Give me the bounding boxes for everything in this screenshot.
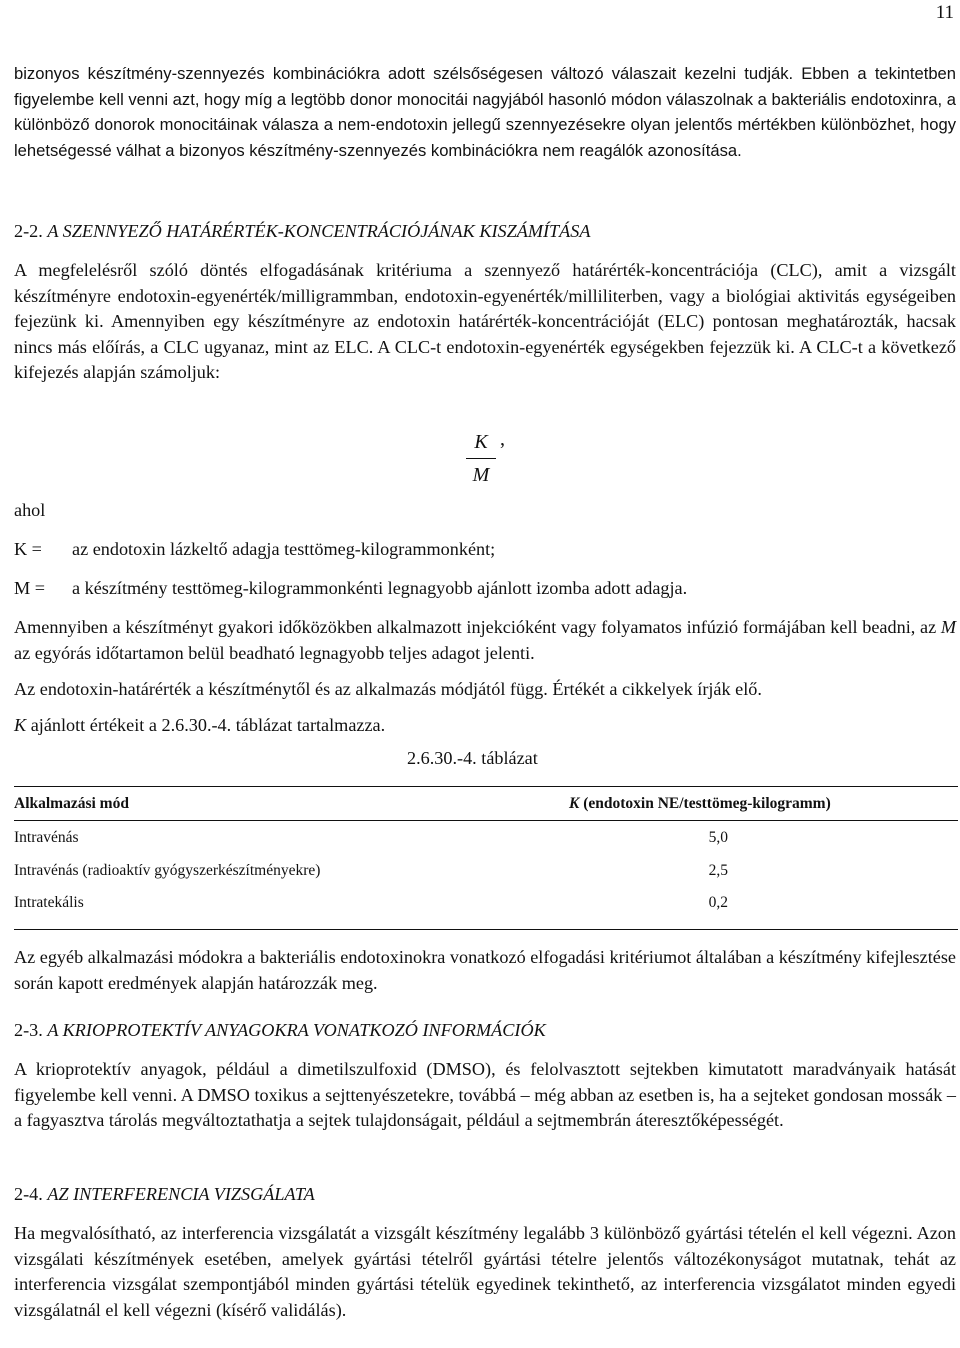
table-row-value: 5,0: [708, 829, 728, 846]
clc-paragraph: A megfelelésről szóló döntés elfogadásának kritériuma a szennyező határérték-koncentrációja (CLC), amit a vizsgált készítményre endotoxin-egyenérték/milligrammban, endotoxin-egyenérték/milliliterben, vagy a biológiai aktivitás egységeiben fejezünk ki. Amennyiben egy készítményre az endotoxin határérték-koncentrációját (ELC) pontosan meghatározták, hacsak nincs más előírás, a CLC ugyanaz, mint az ELC. A CLC-t endotoxin-egyenérték egységekben fejezzük ki. A CLC-t a következő kifejezés alapján számoljuk:: [14, 260, 956, 382]
definition-k-key: K =: [14, 539, 42, 559]
table-row-value: 0,2: [708, 894, 728, 911]
k-values-paragraph: [14, 713, 956, 739]
table-header-k: [569, 795, 831, 813]
section-2-2-heading: [14, 221, 590, 242]
frequent-dosing-m: M: [940, 617, 956, 637]
formula-comma: ,: [500, 428, 505, 450]
definition-m: [14, 578, 687, 599]
definition-m-key: M =: [14, 578, 45, 598]
frequent-dosing-paragraph: [14, 615, 956, 666]
table-top-rule: [14, 786, 958, 787]
table-header-k-unit: (endotoxin NE/testtömeg-kilogramm): [579, 795, 831, 812]
fraction-bar: [466, 458, 496, 459]
table-bottom-rule: [14, 929, 958, 930]
table-row-mode: Intravénás (radioaktív gyógyszerkészítményekre): [14, 862, 321, 879]
section-2-3-title: A KRIOPROTEKTÍV ANYAGOKRA VONATKOZÓ INFORMÁCIÓK: [47, 1020, 546, 1040]
section-2-4-title: AZ INTERFERENCIA VIZSGÁLATA: [47, 1184, 315, 1204]
frequent-dosing-text-a: Amennyiben a készítményt gyakori időközökben alkalmazott injekcióként vagy folyamatos infúzió formájában kell beadni, az: [14, 617, 941, 637]
formula-k-over-m: [466, 428, 496, 489]
table-row-mode: Intravénás: [14, 829, 79, 846]
formula-numerator: K: [474, 431, 488, 453]
table-row-mode: Intratekális: [14, 894, 84, 911]
interference-paragraph: Ha megvalósítható, az interferencia vizsgálatát a vizsgált készítmény legalább 3 különböző gyártási tételén el kell végezni. Azon vizsgálati készítmények esetében, amelyek gyártási tételről gyártási tételre jelentős változékonyságot mutatnak, tehát az interferencia vizsgálat szempontjából minden gyártási tételük egyedinek tekinthető, az interferencia vizsgálatot minden egyedi vizsgálatnál el kell végezni (kísérő validálás).: [14, 1223, 956, 1320]
definition-m-text: a készítmény testtömeg-kilogrammonkénti legnagyobb ajánlott izomba adott adagja.: [72, 578, 688, 598]
section-2-2-title: A SZENNYEZŐ HATÁRÉRTÉK-KONCENTRÁCIÓJÁNAK KISZÁMÍTÁSA: [47, 221, 591, 241]
ahol-label: ahol: [14, 500, 46, 520]
table-row-value: 2,5: [708, 862, 728, 879]
definition-k: [14, 539, 495, 560]
other-routes-paragraph: Az egyéb alkalmazási módokra a bakteriális endotoxinokra vonatkozó elfogadási kritériumot általában a készítmény kifejlesztése során kapott eredmények alapján határozzák meg.: [14, 947, 956, 993]
section-2-4-number: 2-4.: [14, 1184, 43, 1204]
limit-paragraph: Az endotoxin-határérték a készítménytől és az alkalmazás módjától függ. Értékét a cikkelyek írják elő.: [14, 679, 762, 699]
section-2-2-number: 2-2.: [14, 221, 43, 241]
table-header-k-symbol: K: [569, 795, 580, 812]
section-2-4-heading: [14, 1184, 315, 1205]
section-2-3-number: 2-3.: [14, 1020, 43, 1040]
cryoprotective-paragraph: A krioprotektív anyagok, például a dimetilszulfoxid (DMSO), és felolvasztott sejtekben kimutatott maradványaik hatását figyelembe kell venni. A DMSO toxikus a sejttenyészetekre, továbbá – még abban az esetben is, ha a sejteket gondosan mossák – a fagyasztva tárolás megváltoztathatja a sejtek tulajdonságait, például a sejtmembrán áteresztőképességét.: [14, 1059, 956, 1130]
frequent-dosing-text-b: az egyórás időtartamon belül beadható legnagyobb teljes adagot jelenti.: [14, 642, 535, 663]
formula-denominator: M: [472, 464, 490, 486]
table-header-mode: Alkalmazási mód: [14, 795, 129, 812]
table-header-rule: [14, 820, 958, 821]
k-values-k: K: [14, 715, 27, 735]
definition-k-text: az endotoxin lázkeltő adagja testtömeg-kilogrammonként;: [72, 539, 496, 559]
table-caption: 2.6.30.-4. táblázat: [407, 748, 538, 768]
intro-paragraph: bizonyos készítmény-szennyezés kombinációkra adott szélsőségesen változó válaszait kezelni tudják. Ebben a tekintetben figyelembe kell venni azt, hogy míg a legtöbb donor monocitái nagyjából hasonló módon válaszolnak a bakteriális endotoxinra, a különböző donorok monocitáinak válasza a nem-endotoxin jellegű szennyezésekre olyan jelentős mértékben különbözhet, hogy lehetségessé válhat a bizonyos készítmény-szennyezés kombinációkra nem reagálók azonosítása.: [14, 64, 956, 160]
section-2-3-heading: [14, 1020, 546, 1041]
k-values-text: ajánlott értékeit a 2.6.30.-4. táblázat tartalmazza.: [26, 715, 386, 735]
page-number: 11: [935, 2, 954, 23]
